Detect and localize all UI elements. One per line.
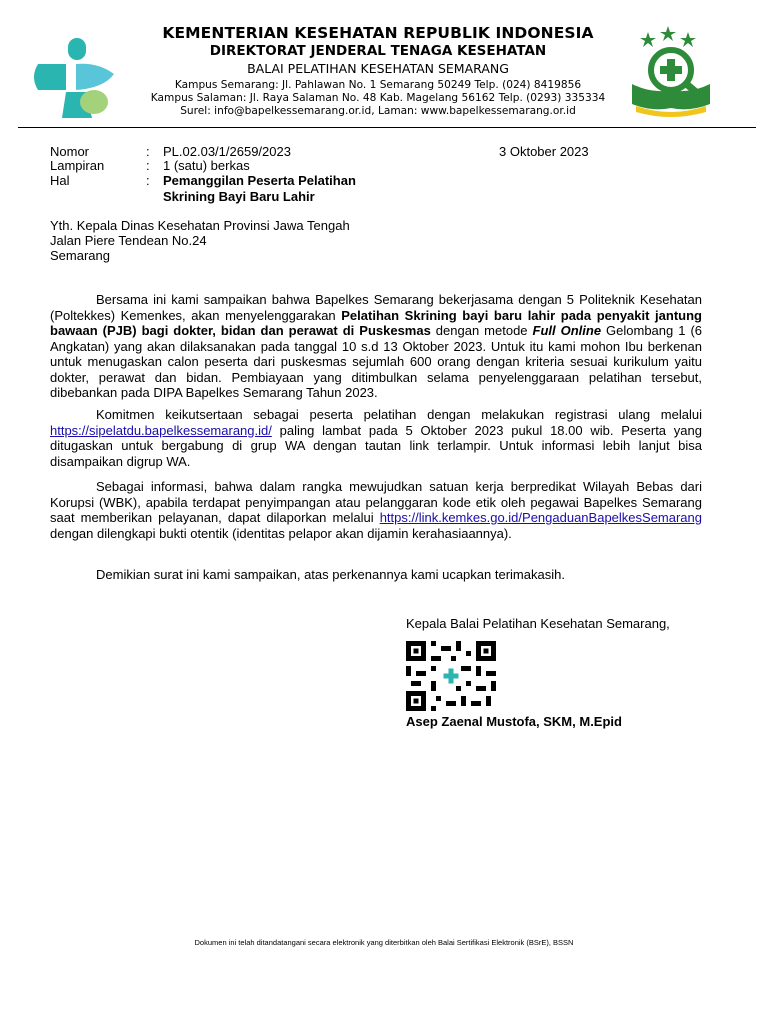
lampiran-label: Lampiran <box>50 158 105 173</box>
p1-training-title: Pelatihan Skrining bayi baru lahir pada penyakit jantung bawaan (PJB) bagi dokter, bidan dan perawat di Puskesmas <box>50 307 702 338</box>
e-signature-note: Dokumen ini telah ditandatangani secara elektronik yang diterbitkan oleh Balai Sertifikasi Elektronik (BSrE), BSSN <box>194 938 574 947</box>
paragraph-3 <box>50 479 702 541</box>
recipient-line1: Yth. Kepala Dinas Kesehatan Provinsi Jawa Tengah <box>50 218 350 233</box>
address-semarang: Kampus Semarang: Jl. Pahlawan No. 1 Semarang 50249 Telp. (024) 8419856 <box>174 79 582 91</box>
kemenkes-logo-icon <box>30 38 124 118</box>
p1-text-a: Bersama ini kami sampaikan bahwa Bapelkes Semarang bekerjasama dengan 5 Politeknik Kesehatan (Poltekkes) Kemenkes, akan menyelenggarakan <box>50 292 702 323</box>
paragraph-2 <box>50 407 702 469</box>
p3-text-a: Sebagai informasi, bahwa dalam rangka mewujudkan satuan kerja berpredikat Wilayah Bebas dari Korupsi (WBK), apabila terdapat penyimpangan atau pelanggaran kode etik oleh pegawai Bapelkes Semarang saat memberikan pelayanan, dapat dilaporkan melalui <box>50 479 702 525</box>
paragraph-4: Demikian surat ini kami sampaikan, atas perkenannya kami ucapkan terimakasih. <box>96 567 565 582</box>
signatory-title: Kepala Balai Pelatihan Kesehatan Semarang, <box>406 616 670 631</box>
ministry-name: KEMENTERIAN KESEHATAN REPUBLIK INDONESIA <box>162 24 594 42</box>
recipient-line3: Semarang <box>50 248 110 263</box>
lampiran-colon: : <box>146 158 150 173</box>
hal-value-line1: Pemanggilan Peserta Pelatihan <box>163 173 356 188</box>
registration-link[interactable]: https://sipelatdu.bapelkessemarang.id/ <box>50 422 272 438</box>
contact-line: Surel: info@bapelkessemarang.or.id, Laman: www.bapelkessemarang.or.id <box>180 105 576 117</box>
institution-name: BALAI PELATIHAN KESEHATAN SEMARANG <box>247 61 509 76</box>
directorate-name: DIREKTORAT JENDERAL TENAGA KESEHATAN <box>209 43 547 59</box>
hal-value-line2: Skrining Bayi Baru Lahir <box>163 189 315 204</box>
paragraph-1 <box>50 292 702 401</box>
nomor-label: Nomor <box>50 144 90 159</box>
p2-text-b: paling lambat pada 5 Oktober 2023 pukul 18.00 wib. Peserta yang ditugaskan untuk bergabung di grup WA dengan tautan link terlampir. Untuk informasi lebih lanjut bisa disampaikan digrup WA. <box>50 422 702 469</box>
lampiran-value: 1 (satu) berkas <box>163 158 250 173</box>
address-salaman: Kampus Salaman: Jl. Raya Salaman No. 48 Kab. Magelang 56162 Telp. (0293) 335334 <box>150 92 606 104</box>
p1-method: Full Online <box>532 323 602 338</box>
recipient-line2: Jalan Piere Tendean No.24 <box>50 233 207 248</box>
p1-text-c: dengan metode <box>430 323 533 338</box>
nomor-value: PL.02.03/1/2659/2023 <box>163 144 291 159</box>
letter-date: 3 Oktober 2023 <box>499 144 589 159</box>
complaint-link[interactable]: https://link.kemkes.go.id/PengaduanBapelkesSemarang <box>379 510 702 525</box>
p2-text-a: Komitmen keikutsertaan sebagai peserta pelatihan dengan melakukan registrasi ulang melalui <box>96 407 702 422</box>
letterhead-divider <box>18 127 756 128</box>
p3-text-b: dengan dilengkapi bukti otentik (identitas pelapor akan dijamin kerahasiaannya). <box>50 525 512 541</box>
nomor-colon: : <box>146 144 150 159</box>
bapelkes-emblem-icon <box>626 26 716 118</box>
p1-text-e: Gelombang 1 (6 Angkatan) yang akan dilaksanakan pada tanggal 10 s.d 13 Oktober 2023. Untuk itu kami mohon Ibu berkenan untuk menugaskan calon peserta dari puskesmas sejumlah 600 orang dengan kriteria sesuai kurikulum yaitu dokter, perawat dan bidan. Pembiayaan yang ditimbulkan selama penyelenggaraan pelatihan tersebut, dibebankan pada DIPA Bapelkes Semarang Tahun 2023. <box>50 323 702 400</box>
signatory-name: Asep Zaenal Mustofa, SKM, M.Epid <box>406 714 622 729</box>
bapelkes-motto: SEJATI UTAMA BAKTI BUDAYA <box>637 99 705 104</box>
hal-colon: : <box>146 173 150 188</box>
hal-label: Hal <box>50 173 70 188</box>
qr-code-icon <box>406 641 496 711</box>
